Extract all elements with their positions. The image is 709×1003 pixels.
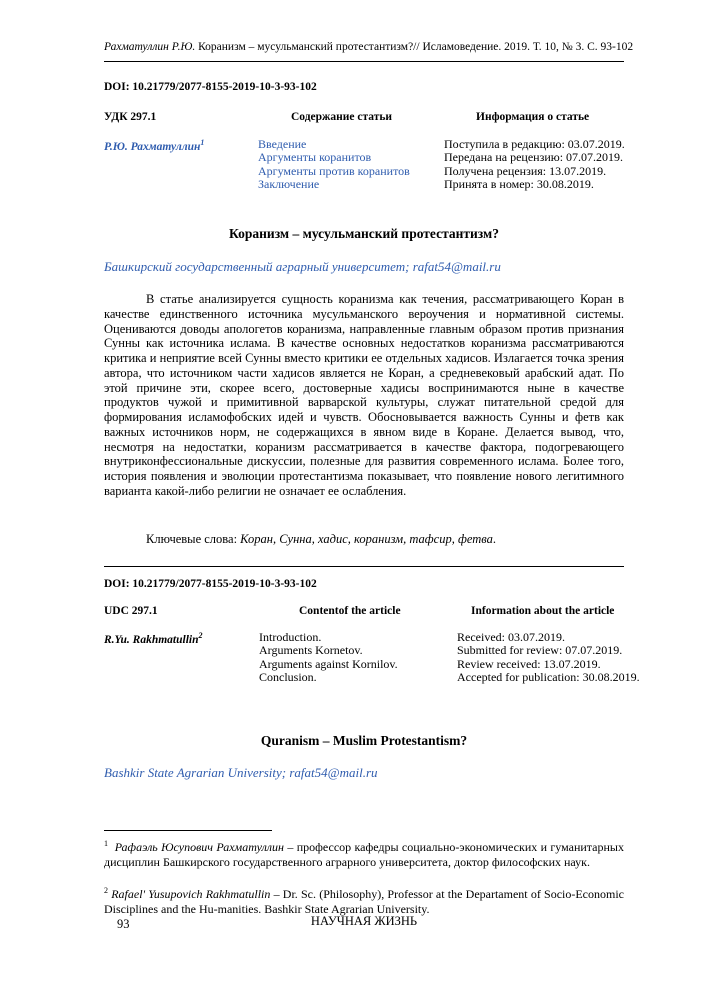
contents-item-arguments-en: Arguments Kornetov. — [259, 643, 363, 658]
contents-item-counter-arguments-en: Arguments against Kornilov. — [259, 656, 398, 671]
author-ru[interactable] — [104, 138, 204, 153]
contents-link-introduction-ru[interactable]: Введение — [258, 137, 307, 151]
contents-link-arguments-ru[interactable]: Аргументы коранитов — [258, 150, 372, 165]
footnote-2-mark: 2 — [104, 886, 108, 895]
keywords-list: Коран, Сунна, хадис, коранизм, тафсир, фетва — [240, 532, 493, 546]
article-title-en: Quranism – Muslim Protestantism? — [260, 733, 468, 748]
contents-list-en — [259, 631, 398, 685]
affiliation-en — [104, 765, 378, 781]
info-heading-ru: Информация о статье — [476, 111, 590, 123]
contents-item-introduction-en: Introduction. — [259, 630, 322, 644]
info-received-en: Received: 03.07.2019. — [457, 630, 565, 644]
info-heading-en: Information about the article — [471, 605, 615, 617]
keywords-label: Ключевые слова: — [146, 532, 238, 546]
keywords-ru: Ключевые слова: Коран, Сунна, хадис, коранизм, тафсир, фетва. — [146, 532, 496, 546]
author-name-en: R.Yu. Rakhmatullin — [104, 633, 199, 646]
author-name: Р.Ю. Рахматуллин — [104, 140, 201, 153]
email-link-ru[interactable]: rafat54@mail.ru — [412, 259, 501, 274]
info-accepted-en: Accepted for publication: 30.08.2019. — [457, 670, 640, 685]
contents-item-conclusion-en: Conclusion. — [259, 670, 317, 685]
info-submitted-en: Submitted for review: 07.07.2019. — [457, 643, 623, 658]
contents-heading-ru: Содержание статьи — [291, 111, 393, 123]
email-link-en[interactable]: rafat54@mail.ru — [289, 765, 378, 780]
doi-ru: DOI: 10.21779/2077-8155-2019-10-3-93-102 — [104, 81, 317, 93]
udc-en: UDC 297.1 — [104, 605, 158, 617]
footnote-2-text: – Dr. Sc. (Philosophy), Professor at the Departament of Socio-Economic Disciplines and the Hu-manities. Bashkir State Agrarian University. — [104, 887, 624, 916]
abstract-ru: В статье анализируется сущность коранизма как течения, рассматривающего Коран в качестве единственного источника мусульманского вероучения и нормативной системы. Оцениваются доводы апологетов коранизма, направленные главным образом против признания Сунны как источника ислама. В качестве основных недостатков коранизма рассматриваются критика и неприятие всей Сунны вместо критики ее отдельных хадисов. Излагается точка зрения автора, что источником части хадисов является не Коран, а средневековый арабский адат. По этой причине эти, скорее всего, достоверные хадисы воспринимаются ныне в качестве продуктов чужой и примитивной варварской культуры, служат питательной средой для формирования исламофобских идей и чувств. Обосновывается важность Сунны и фетв как важных источников норм, не содержащихся в явном виде в Коране. Делается вывод, что, несмотря на недостатки, коранизм рассматривается в качестве фактора, подогревающего внутриконфессиональные дискуссии, полезные для развития современного ислама. Более того, история появления и эволюции протестантизма показывает, что появление нового легитимного варианта какой-либо религии не означает ее ослабления. — [104, 292, 624, 498]
contents-list-ru — [258, 138, 410, 192]
info-accepted-ru: Принята в номер: 30.08.2019. — [444, 177, 594, 192]
udk-ru: УДК 297.1 — [104, 111, 157, 123]
contents-link-conclusion-ru[interactable]: Заключение — [258, 177, 320, 192]
footnote-2 — [104, 883, 624, 917]
footnote-1-mark: 1 — [104, 839, 108, 848]
contents-link-counter-arguments-ru[interactable]: Аргументы против коранитов — [258, 163, 410, 178]
section-divider — [104, 566, 624, 567]
footnote-1-text: – профессор кафедры социально-экономических и гуманитарных дисциплин Башкирского государственного аграрного университета, доктор философских наук. — [104, 840, 624, 869]
page-number: 93 — [117, 917, 130, 931]
author-en — [104, 631, 203, 646]
running-header-title: Коранизм – мусульманский протестантизм?// Исламоведение. 2019. Т. 10, № 3. С. 93-102 — [198, 41, 634, 53]
running-header — [104, 41, 634, 53]
article-title-ru: Коранизм – мусульманский протестантизм? — [229, 226, 499, 241]
affiliation-ru-text: Башкирский государственный аграрный университет; — [104, 259, 410, 274]
article-info-en — [457, 631, 640, 685]
footnote-ref-1[interactable]: 1 — [200, 138, 205, 147]
info-review-ru: Получена рецензия: 13.07.2019. — [444, 163, 607, 178]
article-info-ru — [444, 138, 625, 192]
footnote-rule — [104, 830, 272, 831]
header-rule — [104, 61, 624, 62]
footnote-ref-2[interactable]: 2 — [198, 631, 203, 640]
info-review-en: Review received: 13.07.2019. — [457, 656, 601, 671]
doi-en: DOI: 10.21779/2077-8155-2019-10-3-93-102 — [104, 578, 317, 590]
footnote-1 — [104, 836, 624, 870]
affiliation-ru — [104, 259, 501, 275]
info-received-ru: Поступила в редакцию: 03.07.2019. — [444, 137, 625, 151]
journal-name: НАУЧНАЯ ЖИЗНЬ — [310, 914, 418, 928]
running-header-author: Рахматуллин Р.Ю. — [104, 41, 196, 53]
contents-heading-en: Contentof the article — [299, 605, 401, 617]
footnote-2-name: Rafael' Yusupovich Rakhmatullin — [111, 887, 271, 901]
footnote-1-name: Рафаэль Юсупович Рахматуллин — [114, 840, 284, 854]
affiliation-en-text: Bashkir State Agrarian University; — [104, 765, 287, 780]
info-submitted-ru: Передана на рецензию: 07.07.2019. — [444, 150, 624, 165]
